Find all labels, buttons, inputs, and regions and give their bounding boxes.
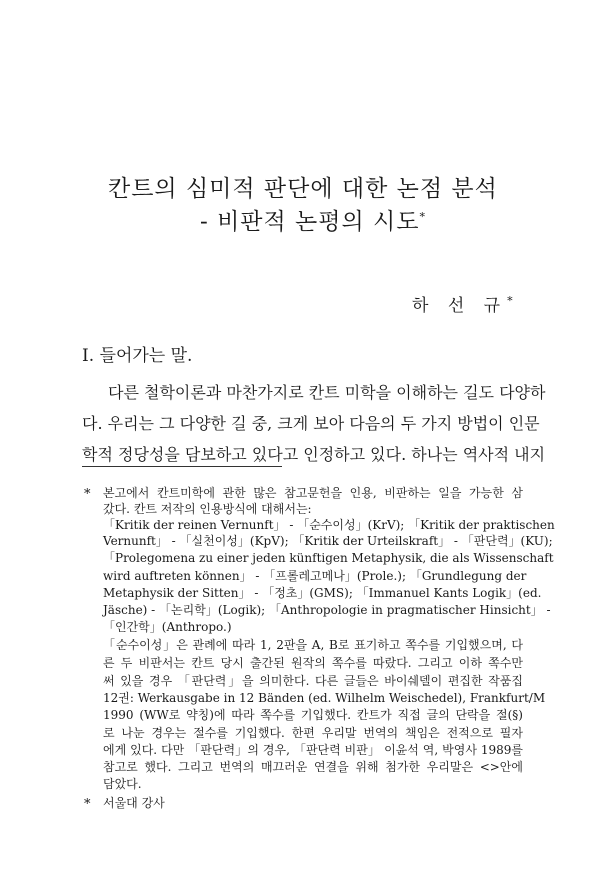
footnote-line: Vernunft」 - 「실천이성」(KpV); 「Kritik der Urteilskraft」 - 「판단력」(KU); bbox=[103, 534, 553, 548]
author-affiliation-note: 서울대 강사 bbox=[103, 796, 165, 810]
subtitle-footnote-mark: * bbox=[419, 210, 426, 224]
footnote-line: 써 있을 경우 「판단력」을 의미한다. 다른 글들은 바이쉐델이 편집한 작품집 bbox=[103, 674, 523, 688]
footnote-line: 「Prolegomena zu einer jeden künftigen Metaphysik, die als Wissenschaft bbox=[103, 551, 554, 565]
paper-title: 칸트의 심미적 판단에 대한 논점 분석 bbox=[108, 176, 498, 202]
body-line: 다. 우리는 그 다양한 길 중, 크게 보아 다음의 두 가지 방법이 인문 bbox=[82, 414, 540, 433]
footnote-line: 로 나눈 경우는 절수를 기입했다. 한편 우리말 번역의 책임은 전적으로 필자 bbox=[103, 726, 523, 740]
footnote-line: 담았다. bbox=[103, 777, 142, 791]
footnote-line: 른 두 비판서는 칸트 당시 출간된 원작의 쪽수를 따랐다. 그리고 이하 쪽수만 bbox=[103, 656, 523, 670]
author-footnote-mark: * bbox=[507, 294, 513, 308]
footnote-line: 12권: Werkausgabe in 12 Bänden (ed. Wilhelm Weischedel), Frankfurt/M bbox=[103, 691, 546, 705]
footnote-line: Jäsche) - 「논리학」(Logik); 「Anthropologie in pragmatischer Hinsicht」 - bbox=[103, 603, 551, 617]
footnote-mark: * bbox=[84, 487, 91, 502]
footnote-mark: * bbox=[84, 797, 91, 812]
body-line: 학적 정당성을 담보하고 있다고 인정하고 있다. 하나는 역사적 내지 bbox=[82, 445, 546, 464]
footnote-separator bbox=[82, 466, 282, 467]
author-name: 하 선 규 bbox=[412, 296, 508, 316]
body-line: 다른 철학이론과 마찬가지로 칸트 미학을 이해하는 길도 다양하 bbox=[108, 383, 546, 402]
footnote-line: Metaphysik der Sitten」 - 「정초」(GMS); 「Immanuel Kants Logik」(ed. bbox=[103, 586, 542, 600]
footnote-line: 「Kritik der reinen Vernunft」 - 「순수이성」(KrV); 「Kritik der praktischen bbox=[103, 518, 555, 532]
footnote-line: 「인간학」(Anthropo.) bbox=[103, 620, 232, 634]
footnote-line: 1990 (WW로 약칭)에 따라 쪽수를 기입했다. 칸트가 직접 글의 단락을 절(§) bbox=[103, 708, 523, 722]
author-line bbox=[412, 291, 513, 316]
section-heading: I. 들어가는 말. bbox=[82, 346, 193, 366]
subtitle-text: - 비판적 논평의 시도 bbox=[200, 209, 420, 235]
footnote-line: wird auftreten können」 - 「프롤레고메나」(Prole.); 「Grundlegung der bbox=[103, 569, 527, 583]
footnote-line: 에게 있다. 다만 「판단력」의 경우, 「판단력 비판」 이윤석 역, 박영사 1989를 bbox=[103, 743, 523, 757]
footnote-line: 갔다. 칸트 저작의 인용방식에 대해서는: bbox=[103, 502, 312, 516]
footnote-line: 본고에서 칸트미학에 관한 많은 참고문헌을 인용, 비판하는 일을 가능한 삼 bbox=[103, 486, 523, 500]
footnote-line: 「순수이성」은 관례에 따라 1, 2판을 A, B로 표기하고 쪽수를 기입했으며, 다 bbox=[103, 638, 523, 652]
paper-subtitle bbox=[200, 203, 426, 236]
footnote-line: 참고로 했다. 그리고 번역의 매끄러운 연결을 위해 첨가한 우리말은 <>안에 bbox=[103, 760, 523, 774]
